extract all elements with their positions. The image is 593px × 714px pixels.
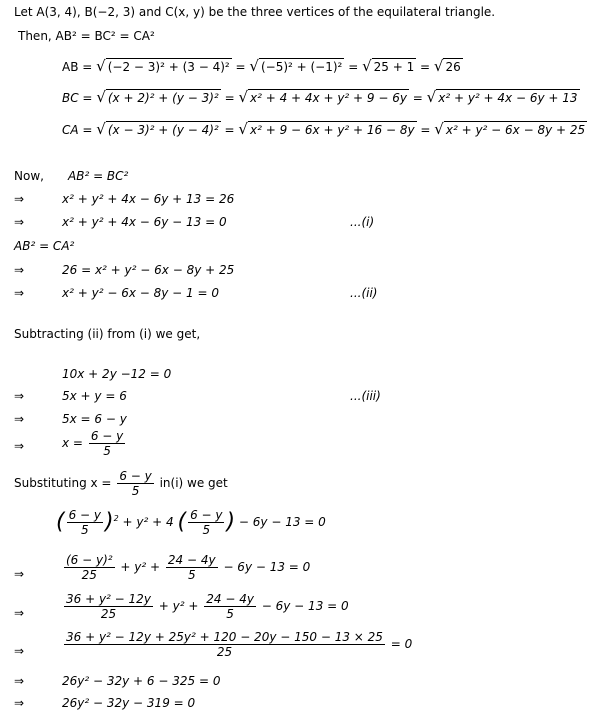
implies-arrow: ⇒ — [14, 606, 25, 620]
now-label: Now, — [14, 169, 44, 183]
equation-step: 26y² − 32y + 6 − 325 = 0 — [62, 674, 221, 688]
subtracting-text: Subtracting (ii) from (i) we get, — [14, 327, 201, 341]
ab-distance: AB = √ (−2 − 3)² + (3 − 4)² = √ (−5)² + (−1)² = √ 25 + 1 = √ 26 — [62, 57, 461, 75]
implies-arrow: ⇒ — [14, 412, 25, 426]
intro-line: Let A(3, 4), B(−2, 3) and C(x, y) be the three vertices of the equilateral triangle. — [14, 5, 496, 19]
equation-ii: x² + y² − 6x − 8y − 1 = 0 — [62, 286, 219, 300]
implies-arrow: ⇒ — [14, 644, 25, 658]
final-equation: 26y² − 32y − 319 = 0 — [62, 696, 196, 710]
implies-arrow: ⇒ — [14, 215, 25, 229]
equation-tag: ...(i) — [350, 215, 375, 229]
x-expression: x = $\frac{6 - y}{5}$ — [62, 429, 124, 458]
substitution-step-1: ( $\frac{6 - y}{5}$ )$^2$ + y² + 4 ( $\frac{6 - y}{5}$ ) − 6y − 13 = 0 — [56, 508, 326, 537]
implies-arrow: ⇒ — [14, 567, 25, 581]
equation-step: 26 = x² + y² − 6x − 8y + 25 — [62, 263, 235, 277]
ca-distance: CA = √ (x − 3)² + (y − 4)² = √ x² + 9 − 6x + y² + 16 − 8y = √ x² + y² − 6x − 8y + 25 — [62, 120, 586, 138]
equality-statement: Then, AB² = BC² = CA² — [18, 29, 155, 43]
fraction: $\frac{6 - y}{5}$ — [90, 429, 124, 458]
equation-iii: 5x + y = 6 — [62, 389, 127, 403]
substitution-step-2: $\frac{\text{(6 − y)²}}{25}$ + y² + $\frac{24 - 4y}{5}$ − 6y − 13 = 0 — [66, 553, 311, 582]
substituting-line: Substituting x = $\frac{6 - y}{5}$ in(i) we get — [14, 469, 228, 498]
substitution-step-4: $\frac{\text{36 + y² − 12y + 25y² + 120 − 20y − 150 − 13 × 25}}{25}$ = 0 — [66, 630, 413, 659]
equation-step: 10x + 2y −12 = 0 — [62, 367, 172, 381]
implies-arrow: ⇒ — [14, 192, 25, 206]
ab-ca-equation: AB² = CA² — [14, 239, 75, 253]
substitution-step-3: $\frac{\text{36 + y² − 12y}}{25}$ + y² + $\frac{24 - 4y}{5}$ − 6y − 13 = 0 — [66, 592, 349, 621]
equation-i: x² + y² + 4x − 6y − 13 = 0 — [62, 215, 227, 229]
equation-tag: ...(iii) — [350, 389, 381, 403]
implies-arrow: ⇒ — [14, 674, 25, 688]
bc-distance: BC = √ (x + 2)² + (y − 3)² = √ x² + 4 + 4x + y² + 9 − 6y = √ x² + y² + 4x − 6y + 13 — [62, 88, 578, 106]
implies-arrow: ⇒ — [14, 286, 25, 300]
equation-tag: ...(ii) — [350, 286, 378, 300]
equation-step: x² + y² + 4x − 6y + 13 = 26 — [62, 192, 235, 206]
fraction: $\frac{6 - y}{5}$ — [119, 469, 152, 498]
implies-arrow: ⇒ — [14, 696, 25, 710]
equation-step: 5x = 6 − y — [62, 412, 127, 426]
implies-arrow: ⇒ — [14, 263, 25, 277]
ab-bc-equation: AB² = BC² — [68, 169, 129, 183]
implies-arrow: ⇒ — [14, 389, 25, 403]
implies-arrow: ⇒ — [14, 439, 25, 453]
